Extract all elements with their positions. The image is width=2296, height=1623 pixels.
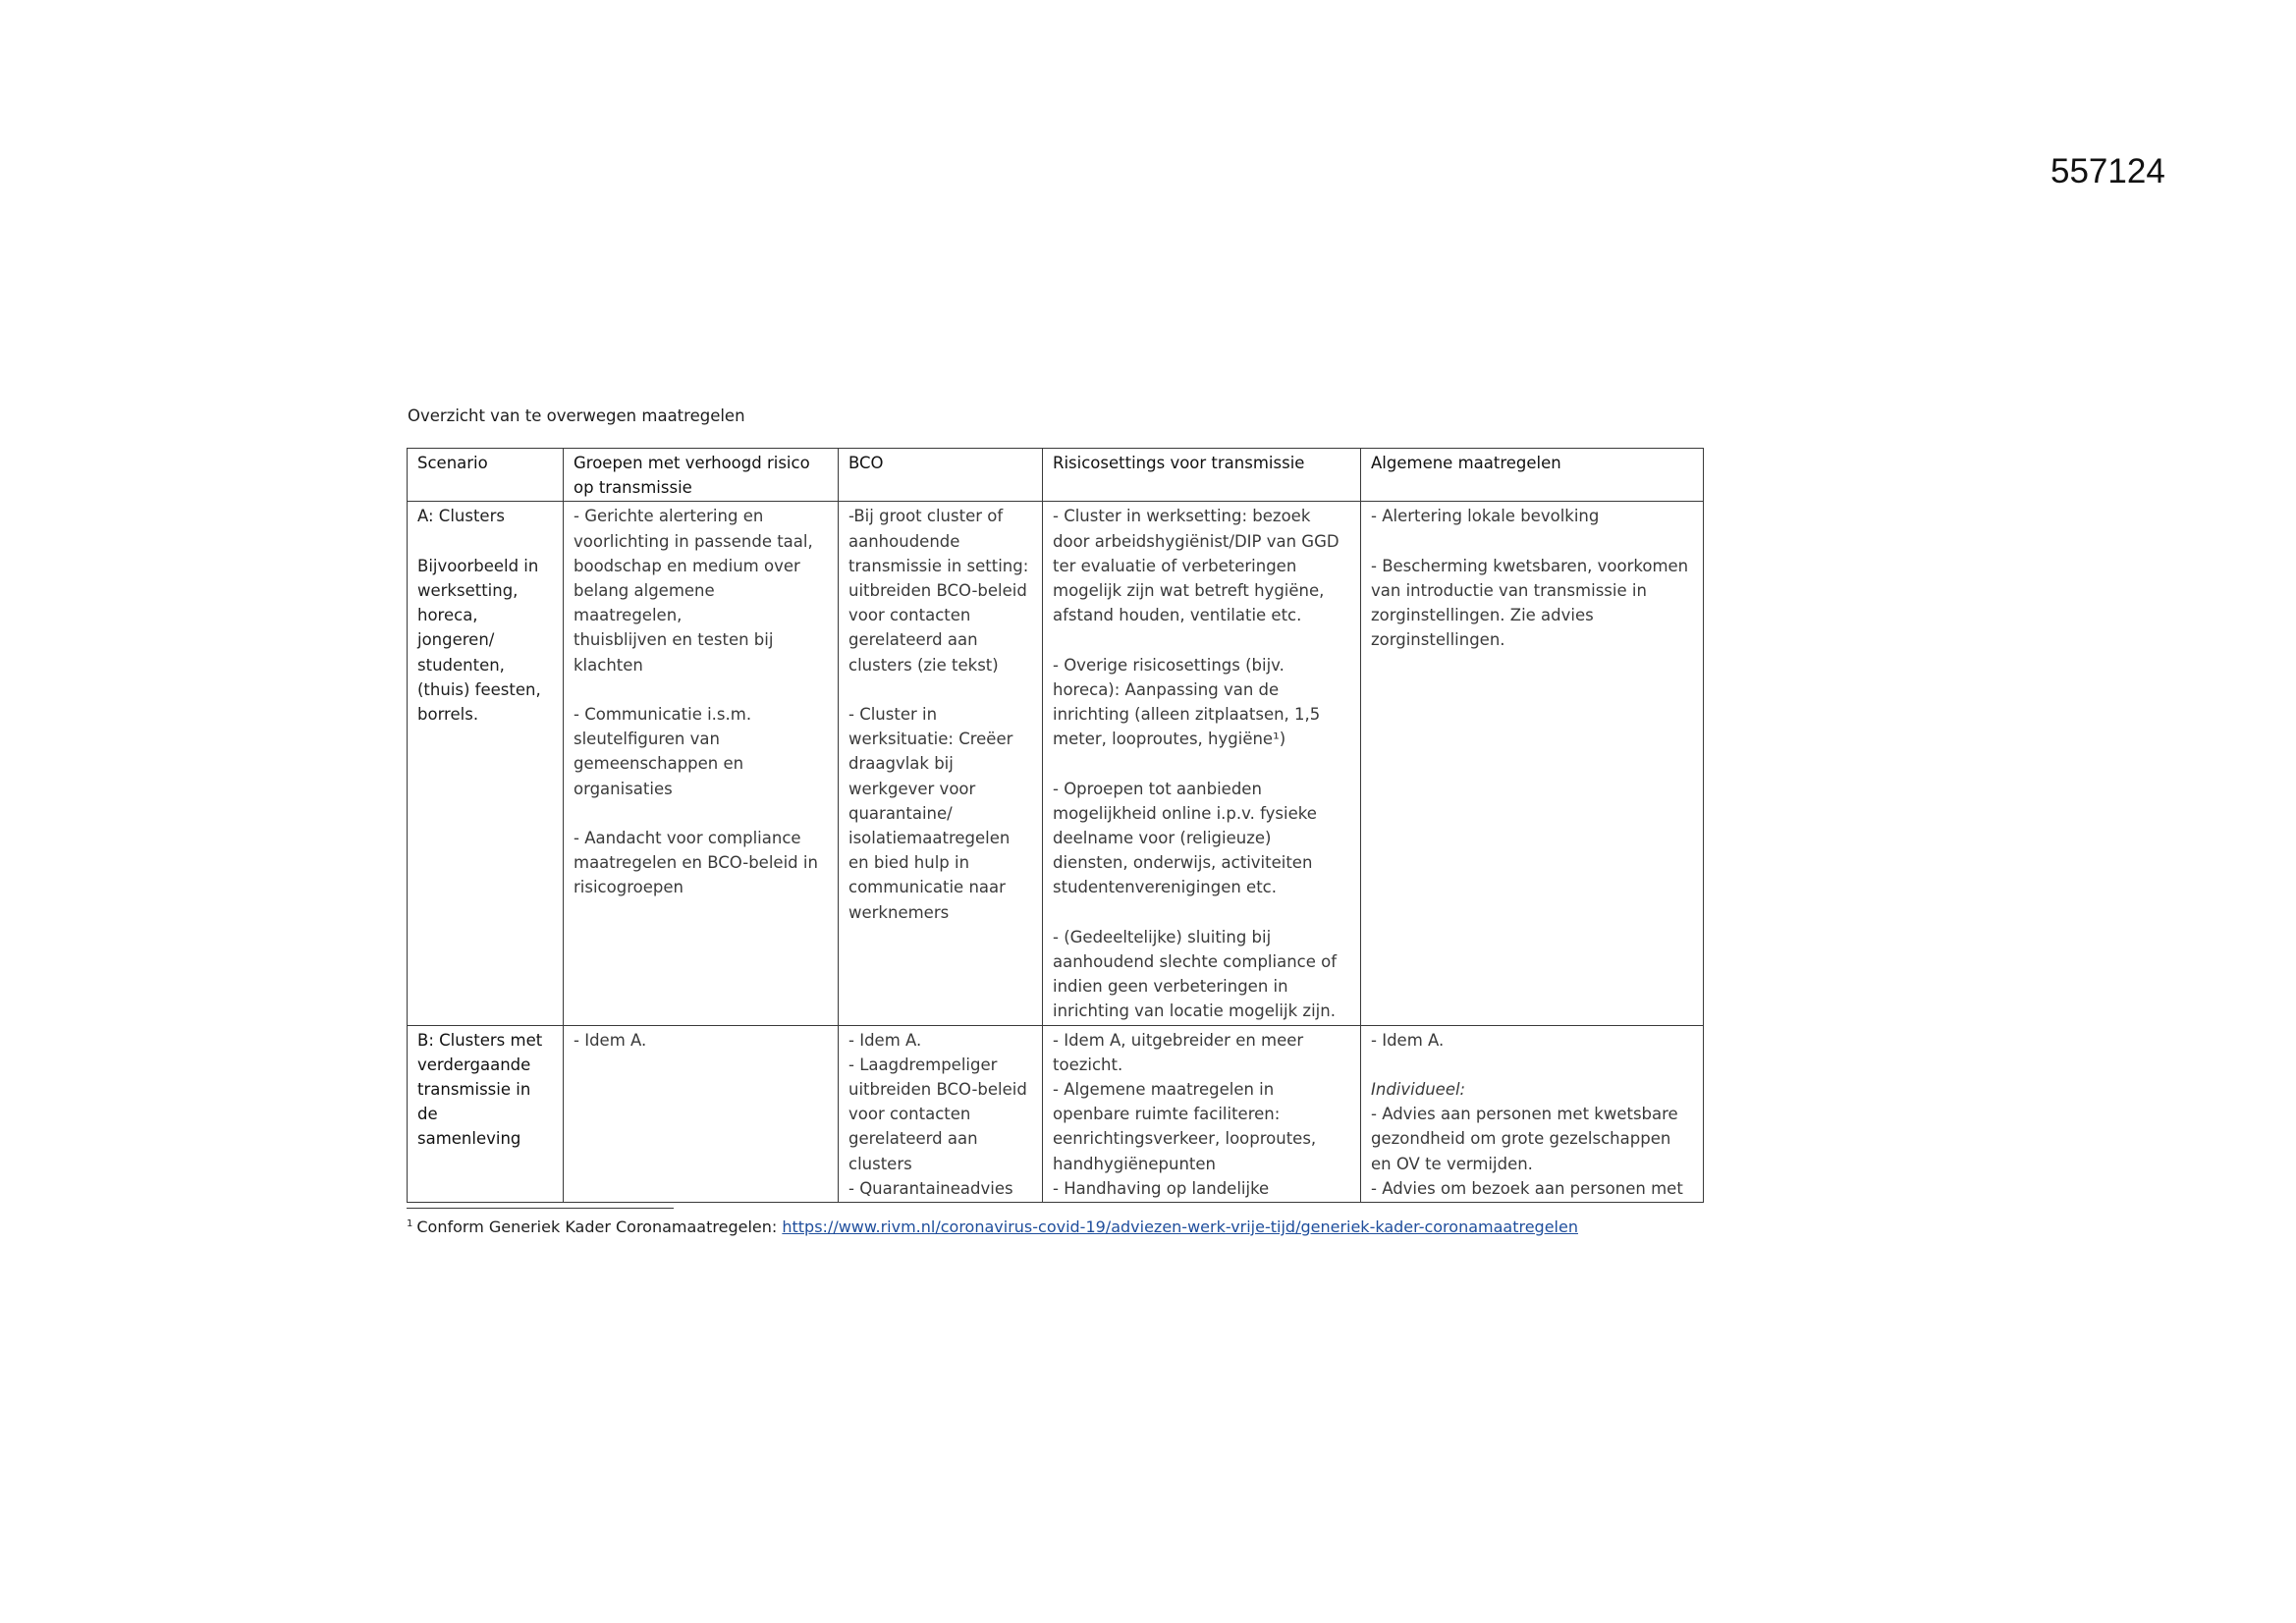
cell-line: en OV te vermijden.: [1371, 1154, 1533, 1173]
cell-line: quarantaine/: [848, 803, 953, 823]
cell-line: door arbeidshygiënist/DIP van GGD: [1053, 531, 1339, 551]
cell-line: klachten: [574, 655, 643, 675]
cell-line: meter, looproutes, hygiëne¹): [1053, 730, 1286, 749]
cell-line: deelname voor (religieuze): [1053, 829, 1272, 848]
cell-line: maatregelen en BCO-beleid in: [574, 853, 818, 873]
cell-line: voor contacten: [848, 1105, 971, 1124]
cell-line: - Communicatie i.s.m.: [574, 705, 752, 725]
cell-line: - Idem A.: [574, 1030, 647, 1050]
header-groepen: Groepen met verhoogd risico op transmissie: [564, 449, 839, 502]
cell-line: afstand houden, ventilatie etc.: [1053, 606, 1302, 625]
cell-groepen: [564, 502, 839, 1025]
cell-line: aanhoudend slechte compliance of: [1053, 952, 1338, 972]
cell-line: verdergaande: [417, 1055, 531, 1074]
cell-line: werknemers: [848, 902, 950, 922]
cell-line: - Idem A.: [1371, 1030, 1445, 1050]
cell-line: - Laagdrempeliger: [848, 1055, 998, 1074]
cell-line: en bied hulp in: [848, 853, 970, 873]
cell-line: Bijvoorbeeld in: [417, 556, 539, 575]
cell-scenario: [408, 1025, 564, 1202]
cell-line: [574, 677, 828, 702]
cell-line: - Idem A, uitgebreider en meer: [1053, 1030, 1304, 1050]
cell-line: sleutelfiguren van: [574, 730, 720, 749]
cell-algemene-maatregelen: [1361, 1025, 1704, 1202]
cell-line: gezondheid om grote gezelschappen: [1371, 1129, 1671, 1149]
table-header-row: [408, 449, 1704, 502]
cell-line: gerelateerd aan: [848, 630, 978, 650]
cell-line: Individueel:: [1371, 1080, 1466, 1100]
cell-scenario: [408, 502, 564, 1025]
cell-line: indien geen verbeteringen in: [1053, 977, 1288, 997]
measures-table-wrapper: [407, 448, 1703, 1203]
cell-line: mogelijk zijn wat betreft hygiëne,: [1053, 581, 1325, 601]
cell-line: studentenverenigingen etc.: [1053, 878, 1277, 897]
cell-line: [1371, 529, 1693, 554]
table-row: [408, 502, 1704, 1025]
cell-line: - Idem A.: [848, 1030, 922, 1050]
cell-line: gemeenschappen en: [574, 754, 744, 774]
cell-line: -Bij groot cluster of: [848, 507, 1004, 526]
cell-line: - Cluster in: [848, 705, 938, 725]
cell-line: studenten,: [417, 655, 505, 675]
cell-line: ter evaluatie of verbeteringen: [1053, 556, 1297, 575]
cell-line: werkgever voor: [848, 779, 976, 798]
cell-line: handhygiënepunten: [1053, 1154, 1217, 1173]
footnote-link[interactable]: https://www.rivm.nl/coronavirus-covid-19/adviezen-werk-vrije-tijd/generiek-kader-coronamaatregelen: [782, 1217, 1578, 1236]
cell-line: toezicht.: [1053, 1055, 1123, 1074]
cell-algemene-maatregelen: [1361, 502, 1704, 1025]
cell-line: - Aandacht voor compliance: [574, 829, 801, 848]
footnote-text: Conform Generiek Kader Coronamaatregelen:: [416, 1217, 783, 1236]
cell-line: - (Gedeeltelijke) sluiting bij: [1053, 927, 1272, 947]
header-algemene-maatregelen: Algemene maatregelen: [1361, 449, 1704, 502]
cell-line: belang algemene maatregelen,: [574, 581, 720, 625]
cell-line: van introductie van transmissie in: [1371, 581, 1647, 601]
cell-line: - Advies om bezoek aan personen met: [1371, 1178, 1683, 1198]
measures-table: [407, 448, 1704, 1203]
cell-line: - Gerichte alertering en: [574, 507, 764, 526]
cell-line: organisaties: [574, 779, 673, 798]
cell-line: (thuis) feesten,: [417, 679, 541, 699]
cell-line: isolatiemaatregelen: [848, 829, 1011, 848]
cell-line: - Overige risicosettings (bijv.: [1053, 655, 1285, 675]
cell-line: gerelateerd aan: [848, 1129, 978, 1149]
cell-line: - Advies aan personen met kwetsbare: [1371, 1105, 1678, 1124]
cell-line: horeca,: [417, 606, 478, 625]
cell-line: [1053, 900, 1350, 925]
cell-bco: [839, 502, 1043, 1025]
cell-line: transmissie in de: [417, 1080, 536, 1124]
cell-line: - Alertering lokale bevolking: [1371, 507, 1600, 526]
cell-line: zorginstellingen. Zie advies: [1371, 606, 1594, 625]
cell-line: aanhoudende: [848, 531, 960, 551]
cell-risicosettings: [1043, 1025, 1361, 1202]
header-scenario: Scenario: [408, 449, 564, 502]
cell-line: transmissie in setting:: [848, 556, 1029, 575]
cell-line: draagvlak bij: [848, 754, 954, 774]
cell-line: voorlichting in passende taal,: [574, 531, 813, 551]
cell-line: jongeren/: [417, 630, 495, 650]
footnote-separator: [407, 1208, 674, 1209]
cell-line: horeca): Aanpassing van de: [1053, 679, 1280, 699]
cell-line: [1371, 1053, 1693, 1077]
cell-line: thuisblijven en testen bij: [574, 630, 774, 650]
cell-line: - Algemene maatregelen in: [1053, 1080, 1275, 1100]
header-risicosettings: Risicosettings voor transmissie: [1043, 449, 1361, 502]
cell-line: [1053, 751, 1350, 776]
cell-line: - Oproepen tot aanbieden: [1053, 779, 1262, 798]
cell-line: eenrichtingsverkeer, looproutes,: [1053, 1129, 1317, 1149]
cell-risicosettings: [1043, 502, 1361, 1025]
cell-line: A: Clusters: [417, 507, 505, 526]
cell-line: borrels.: [417, 705, 479, 725]
table-caption: Overzicht van te overwegen maatregelen: [408, 406, 745, 425]
cell-line: inrichting (alleen zitplaatsen, 1,5: [1053, 705, 1321, 725]
cell-line: - Cluster in werksetting: bezoek: [1053, 507, 1311, 526]
cell-line: B: Clusters met: [417, 1030, 543, 1050]
cell-bco: [839, 1025, 1043, 1202]
cell-line: [417, 529, 553, 554]
cell-line: diensten, onderwijs, activiteiten: [1053, 853, 1313, 873]
cell-line: - Handhaving op landelijke: [1053, 1178, 1270, 1198]
cell-line: voor contacten: [848, 606, 971, 625]
document-number: 557124: [2050, 152, 2165, 190]
footnote-marker: 1: [407, 1218, 413, 1229]
cell-line: - Bescherming kwetsbaren, voorkomen: [1371, 556, 1689, 575]
cell-line: openbare ruimte faciliteren:: [1053, 1105, 1281, 1124]
cell-line: inrichting van locatie mogelijk zijn.: [1053, 1001, 1336, 1021]
cell-line: mogelijkheid online i.p.v. fysieke: [1053, 803, 1317, 823]
cell-groepen: [564, 1025, 839, 1202]
cell-line: werksetting,: [417, 581, 519, 601]
footnote: [407, 1217, 1578, 1236]
cell-line: uitbreiden BCO-beleid: [848, 1080, 1027, 1100]
cell-line: werksituatie: Creëer: [848, 730, 1013, 749]
cell-line: samenleving: [417, 1129, 521, 1149]
cell-line: [1053, 627, 1350, 652]
cell-line: clusters: [848, 1154, 912, 1173]
cell-line: boodschap en medium over: [574, 556, 800, 575]
cell-line: risicogroepen: [574, 878, 683, 897]
cell-line: - Quarantaineadvies: [848, 1178, 1013, 1198]
cell-line: zorginstellingen.: [1371, 630, 1505, 650]
cell-line: [574, 801, 828, 826]
cell-line: communicatie naar: [848, 878, 1006, 897]
cell-line: clusters (zie tekst): [848, 655, 999, 675]
header-bco: BCO: [839, 449, 1043, 502]
table-row: [408, 1025, 1704, 1202]
cell-line: uitbreiden BCO-beleid: [848, 581, 1027, 601]
cell-line: [848, 677, 1032, 702]
